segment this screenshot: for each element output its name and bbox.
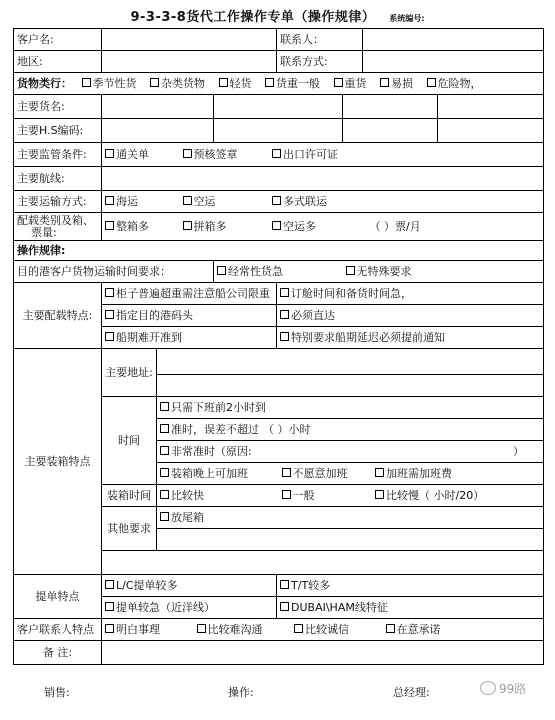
checkbox-fcl[interactable]: 整箱多 bbox=[105, 220, 169, 234]
checkbox-multimodal[interactable]: 多式联运 bbox=[272, 195, 327, 209]
gm-label: 总经理: bbox=[393, 686, 430, 699]
bl-r1-c1 bbox=[102, 575, 277, 597]
booking-label: 配载类别及箱、 票量: bbox=[14, 213, 102, 241]
checkbox-schedule-hard[interactable]: 船期难开准到 bbox=[105, 331, 182, 345]
system-no-label: 系统编号: bbox=[389, 14, 425, 23]
customer-field[interactable] bbox=[102, 29, 277, 51]
checkbox-slow[interactable]: 比较慢 bbox=[375, 489, 419, 503]
checkbox-bl-urgent[interactable]: 提单较急（近洋线） bbox=[105, 601, 215, 615]
checkbox-normal-weight[interactable]: 货重一般 bbox=[265, 77, 320, 91]
other-label: 其他要求 bbox=[102, 507, 157, 551]
destination-opt-urgent bbox=[214, 261, 343, 283]
time-opt-2 bbox=[157, 419, 544, 441]
address-label: 主要地址: bbox=[102, 349, 157, 397]
region-label: 地区: bbox=[14, 51, 102, 73]
checkbox-honest[interactable]: 比较诚信 bbox=[294, 623, 372, 637]
checkbox-hard-communicate[interactable]: 比较难沟通 bbox=[197, 623, 281, 637]
main-goods-field-2[interactable] bbox=[214, 95, 343, 119]
checkbox-overweight[interactable]: 柜子普遍超重需注意船公司限重 bbox=[105, 287, 270, 301]
destination-opt-none bbox=[343, 261, 544, 283]
loading-time-label: 装箱时间 bbox=[102, 485, 157, 507]
hs-code-field-3[interactable] bbox=[343, 119, 438, 143]
time-opt-4 bbox=[157, 463, 544, 485]
main-goods-field-1[interactable] bbox=[102, 95, 214, 119]
checkbox-overtime-ok[interactable]: 装箱晚上可加班 bbox=[160, 467, 268, 481]
contact-field[interactable] bbox=[363, 29, 544, 51]
operation-form bbox=[13, 28, 544, 665]
checkbox-designated-terminal[interactable]: 指定目的港码头 bbox=[105, 309, 193, 323]
stowage-r2-c2 bbox=[277, 305, 544, 327]
contact-method-field[interactable] bbox=[363, 51, 544, 73]
route-label: 主要航线: bbox=[14, 167, 102, 191]
checkbox-on-time[interactable]: 准时，误差不超过 bbox=[160, 423, 259, 437]
checkbox-seasonal[interactable]: 季节性货 bbox=[82, 77, 137, 91]
hours-tolerance: （ ）小时 bbox=[263, 422, 311, 436]
checkbox-average[interactable]: 一般 bbox=[282, 489, 362, 503]
other-field[interactable] bbox=[157, 529, 544, 551]
checkbox-light[interactable]: 轻货 bbox=[219, 77, 252, 91]
route-field[interactable] bbox=[102, 167, 544, 191]
destination-label: 目的港客户货物运输时间要求： bbox=[14, 261, 214, 283]
checkbox-delay-notice[interactable]: 特别要求船期延迟必须提前通知 bbox=[280, 331, 445, 345]
loading-time-options bbox=[157, 485, 544, 507]
checkbox-export-license[interactable]: 出口许可证 bbox=[272, 148, 338, 162]
booking-options bbox=[102, 213, 544, 241]
checkbox-two-hours[interactable]: 只需下班前2小时到 bbox=[160, 401, 266, 415]
time-label: 时间 bbox=[102, 397, 157, 485]
checkbox-sea[interactable]: 海运 bbox=[105, 195, 169, 209]
checkbox-tail-box[interactable]: 放尾箱 bbox=[160, 511, 204, 525]
hs-code-field-4[interactable] bbox=[438, 119, 544, 143]
page-title-block bbox=[0, 6, 555, 25]
main-goods-label: 主要货名: bbox=[14, 95, 102, 119]
signature-footer bbox=[0, 684, 555, 704]
checkbox-clearance-form[interactable]: 通关单 bbox=[105, 148, 169, 162]
page-title: 9-3-3-8货代工作操作专单（操作规律） bbox=[130, 10, 376, 25]
reason-close: ） bbox=[513, 444, 525, 458]
sales-label: 销售: bbox=[44, 686, 70, 699]
contact-traits-label: 客户联系人特点 bbox=[14, 619, 102, 641]
checkbox-no-overtime[interactable]: 不愿意加班 bbox=[282, 467, 362, 481]
stowage-r3-c2 bbox=[277, 327, 544, 349]
bl-r2-c2 bbox=[277, 597, 544, 619]
watermark bbox=[480, 680, 526, 697]
stowage-r1-c1 bbox=[102, 283, 277, 305]
stowage-r3-c1 bbox=[102, 327, 277, 349]
checkbox-heavy[interactable]: 重货 bbox=[334, 77, 367, 91]
cargo-type-row bbox=[14, 73, 544, 95]
cargo-type-label: 货物类行： bbox=[17, 76, 72, 90]
other-options bbox=[157, 507, 544, 529]
bl-r2-c1 bbox=[102, 597, 277, 619]
watermark-text: 99路 bbox=[499, 682, 527, 696]
customs-label: 主要监管条件: bbox=[14, 143, 102, 167]
checkbox-lcl[interactable]: 拼箱多 bbox=[183, 220, 259, 234]
main-goods-field-4[interactable] bbox=[438, 95, 544, 119]
stowage-r2-c1 bbox=[102, 305, 277, 327]
checkbox-air[interactable]: 空运 bbox=[183, 195, 259, 209]
contact-traits-options bbox=[102, 619, 544, 641]
time-opt-3 bbox=[157, 441, 544, 463]
checkbox-very-on-time[interactable]: 非常准时（原因: bbox=[160, 445, 252, 459]
loading-spacer-b bbox=[157, 551, 544, 575]
transport-label: 主要运输方式: bbox=[14, 191, 102, 213]
checkbox-direct[interactable]: 必须直达 bbox=[280, 309, 335, 323]
checkbox-air-more[interactable]: 空运多 bbox=[272, 220, 356, 234]
hs-code-field-1[interactable] bbox=[102, 119, 214, 143]
region-field[interactable] bbox=[102, 51, 277, 73]
tickets-per-month: （ ）票/月 bbox=[369, 219, 421, 233]
checkbox-reasonable[interactable]: 明白事理 bbox=[105, 623, 183, 637]
transport-options bbox=[102, 191, 544, 213]
stowage-label: 主要配载特点: bbox=[14, 283, 102, 349]
checkbox-promise[interactable]: 在意承诺 bbox=[386, 623, 441, 637]
checkbox-booking-urgent[interactable]: 订舱时间和备货时间急， bbox=[280, 287, 412, 301]
customs-options bbox=[102, 143, 544, 167]
checkbox-tt[interactable]: T/T较多 bbox=[280, 579, 330, 593]
remarks-field[interactable] bbox=[102, 641, 544, 665]
stowage-r1-c2 bbox=[277, 283, 544, 305]
checkbox-dangerous[interactable]: 危险物， bbox=[427, 77, 482, 91]
checkbox-dubai-ham[interactable]: DUBAI\HAM线特征 bbox=[280, 601, 388, 615]
bl-label: 提单特点 bbox=[14, 575, 102, 619]
bl-r1-c2 bbox=[277, 575, 544, 597]
checkbox-misc[interactable]: 杂类货物 bbox=[150, 77, 205, 91]
address-field-1[interactable] bbox=[157, 349, 544, 375]
ops-header: 操作规律: bbox=[14, 241, 544, 261]
loading-label: 主要装箱特点 bbox=[14, 349, 102, 575]
checkbox-fragile[interactable]: 易损 bbox=[380, 77, 413, 91]
customer-label: 客户名: bbox=[14, 29, 102, 51]
checkbox-overtime-fee[interactable]: 加班需加班费 bbox=[375, 467, 452, 481]
checkbox-pre-seal[interactable]: 预核签章 bbox=[183, 148, 259, 162]
contact-method-label: 联系方式: bbox=[277, 51, 363, 73]
remarks-label: 备 注: bbox=[14, 641, 102, 665]
main-goods-field-3[interactable] bbox=[343, 95, 438, 119]
time-opt-1 bbox=[157, 397, 544, 419]
checkbox-no-special[interactable]: 无特殊要求 bbox=[346, 265, 412, 279]
checkbox-lc-bl[interactable]: L/C提单较多 bbox=[105, 579, 178, 593]
wechat-logo-icon bbox=[480, 681, 496, 695]
address-field-2[interactable] bbox=[157, 375, 544, 397]
hs-code-field-2[interactable] bbox=[214, 119, 343, 143]
contact-label: 联系人： bbox=[277, 29, 363, 51]
checkbox-urgent[interactable]: 经常性货急 bbox=[217, 265, 283, 279]
hs-code-label: 主要H.S编码: bbox=[14, 119, 102, 143]
ops-label: 操作: bbox=[228, 686, 254, 699]
loading-spacer-a bbox=[102, 551, 157, 575]
checkbox-fast[interactable]: 比较快 bbox=[160, 489, 268, 503]
hours-per-20: （ 小时/20） bbox=[419, 488, 485, 502]
